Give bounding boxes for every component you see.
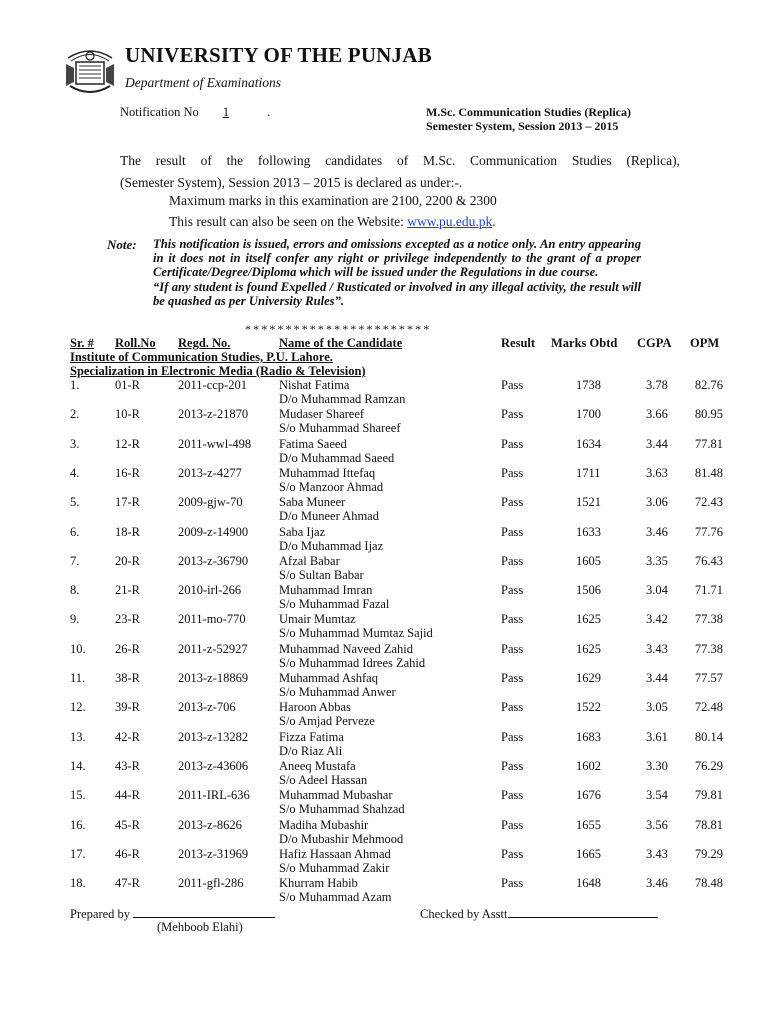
table-row <box>0 525 770 555</box>
page-title: UNIVERSITY OF THE PUNJAB <box>125 43 432 67</box>
row-cgpa: 3.43 <box>646 641 668 656</box>
row-opm: 77.81 <box>694 436 723 451</box>
table-row <box>0 407 770 437</box>
row-cgpa: 3.78 <box>646 378 668 392</box>
row-regd-no: 2011-gfl-286 <box>178 876 244 891</box>
row-candidate-name: Muhammad Ashfaq <box>279 671 378 685</box>
notification-label: Notification No <box>120 105 199 119</box>
row-regd-no: 2013-z-706 <box>178 700 236 715</box>
row-parent-name: S/o Muhammad Shareef <box>279 421 401 436</box>
table-row <box>0 788 770 818</box>
table-row <box>0 818 770 848</box>
website-link[interactable]: www.pu.edu.pk <box>407 214 493 229</box>
max-marks-text: Maximum marks in this examination are 2100, 2200 & 2300 <box>169 193 497 208</box>
row-result: Pass <box>501 700 524 715</box>
row-parent-name: S/o Muhammad Idrees Zahid <box>279 655 426 670</box>
table-row <box>0 495 770 525</box>
intro-line-2: (Semester System), Session 2013 – 2015 is declared as under:-. <box>120 175 463 190</box>
row-sr: 5. <box>70 495 80 510</box>
intro-paragraph <box>120 150 680 194</box>
row-result: Pass <box>501 436 524 451</box>
row-cgpa: 3.56 <box>646 817 668 832</box>
row-marks: 1700 <box>576 407 601 422</box>
row-cgpa: 3.54 <box>646 788 668 803</box>
department-name: Department of Examinations <box>125 75 281 90</box>
website-text: This result can also be seen on the Website: www.pu.edu.pk. <box>169 214 496 229</box>
row-result: Pass <box>501 846 524 861</box>
row-sr: 15. <box>70 788 86 803</box>
row-result: Pass <box>501 758 524 773</box>
row-regd-no: 2013-z-18869 <box>178 671 249 685</box>
row-cgpa: 3.06 <box>646 495 668 510</box>
row-cgpa: 3.46 <box>646 876 668 891</box>
row-marks: 1605 <box>576 553 601 568</box>
row-parent-name: S/o Muhammad Fazal <box>279 597 390 612</box>
row-opm: 76.29 <box>694 758 723 773</box>
prepared-by-name: (Mehboob Elahi) <box>157 920 243 934</box>
row-result: Pass <box>501 671 524 685</box>
table-row <box>0 847 770 877</box>
intro-line-1: The result of the following candidates of M.Sc. Communication Studies (Replica), <box>120 153 680 168</box>
row-candidate-name: Khurram Habib <box>279 876 358 891</box>
row-cgpa: 3.42 <box>646 612 668 627</box>
note-disclaimer: This notification is issued, errors and omissions excepted as a notice only. An entry appearing in it does not in itself confer any right or privilege independently to the grant of a proper Certificate/Degree/Diploma which will be issued under the Regulations in due course. <box>153 237 641 280</box>
row-regd-no: 2011-wwl-498 <box>178 436 252 451</box>
row-result: Pass <box>501 407 524 422</box>
row-sr: 2. <box>70 407 80 422</box>
university-crest-logo <box>62 42 118 100</box>
row-marks: 1648 <box>576 876 601 891</box>
prepared-by-signature-line <box>133 906 275 918</box>
row-result: Pass <box>501 378 524 392</box>
row-marks: 1629 <box>576 671 601 685</box>
row-roll-no: 17-R <box>115 495 140 510</box>
row-regd-no: 2013-z-21870 <box>178 407 249 422</box>
row-sr: 10. <box>70 641 86 656</box>
row-sr: 13. <box>70 729 86 744</box>
row-roll-no: 20-R <box>115 553 140 568</box>
row-parent-name: D/o Muneer Ahmad <box>279 509 379 524</box>
row-marks: 1625 <box>576 641 601 656</box>
row-opm: 81.48 <box>694 465 723 480</box>
row-candidate-name: Umair Mumtaz <box>279 612 356 627</box>
row-sr: 17. <box>70 846 86 861</box>
row-marks: 1711 <box>576 465 601 480</box>
row-regd-no: 2013-z-4277 <box>178 465 242 480</box>
row-parent-name: S/o Muhammad Mumtaz Sajid <box>279 626 433 641</box>
table-row <box>0 466 770 496</box>
row-sr: 11. <box>70 671 86 685</box>
row-cgpa: 3.30 <box>646 758 668 773</box>
note-text <box>153 237 641 308</box>
row-result: Pass <box>501 465 524 480</box>
row-regd-no: 2011-z-52927 <box>178 641 248 656</box>
col-header-name: Name of the Candidate <box>279 336 403 350</box>
row-marks: 1665 <box>576 846 601 861</box>
row-candidate-name: Fatima Saeed <box>279 436 347 451</box>
row-sr: 4. <box>70 465 80 480</box>
notification-number: Notification No 1 . <box>120 105 271 119</box>
row-candidate-name: Fizza Fatima <box>279 729 344 744</box>
row-roll-no: 21-R <box>115 583 140 598</box>
row-roll-no: 42-R <box>115 729 140 744</box>
table-row <box>0 437 770 467</box>
row-roll-no: 12-R <box>115 436 140 451</box>
row-regd-no: 2009-gjw-70 <box>178 495 243 510</box>
row-regd-no: 2013-z-36790 <box>178 553 249 568</box>
row-marks: 1633 <box>576 524 601 539</box>
row-roll-no: 18-R <box>115 524 140 539</box>
row-result: Pass <box>501 641 524 656</box>
row-regd-no: 2011-ccp-201 <box>178 378 247 392</box>
row-candidate-name: Saba Ijaz <box>279 524 326 539</box>
row-regd-no: 2010-irl-266 <box>178 583 242 598</box>
row-cgpa: 3.43 <box>646 846 668 861</box>
row-result: Pass <box>501 612 524 627</box>
row-result: Pass <box>501 817 524 832</box>
row-sr: 9. <box>70 612 80 627</box>
row-cgpa: 3.35 <box>646 553 668 568</box>
row-marks: 1522 <box>576 700 601 715</box>
checked-by-label: Checked by Asstt <box>420 907 508 921</box>
row-parent-name: D/o Muhammad Ijaz <box>279 538 384 553</box>
row-parent-name: S/o Adeel Hassan <box>279 772 368 787</box>
row-result: Pass <box>501 583 524 598</box>
row-cgpa: 3.44 <box>646 671 668 685</box>
row-opm: 77.38 <box>694 612 723 627</box>
row-regd-no: 2009-z-14900 <box>178 524 249 539</box>
row-candidate-name: Muhammad Naveed Zahid <box>279 641 413 656</box>
row-roll-no: 39-R <box>115 700 140 715</box>
row-roll-no: 47-R <box>115 876 140 891</box>
row-cgpa: 3.04 <box>646 583 668 598</box>
table-row <box>0 730 770 760</box>
row-sr: 1. <box>70 378 80 392</box>
checked-by-signature-line <box>508 906 658 918</box>
row-marks: 1521 <box>576 495 601 510</box>
row-sr: 7. <box>70 553 80 568</box>
row-marks: 1602 <box>576 758 601 773</box>
row-marks: 1655 <box>576 817 601 832</box>
separator-stars: *********************** <box>245 322 432 336</box>
row-parent-name: D/o Muhammad Saeed <box>279 450 395 465</box>
row-sr: 18. <box>70 876 86 891</box>
row-roll-no: 44-R <box>115 788 140 803</box>
row-candidate-name: Mudaser Shareef <box>279 407 365 422</box>
row-opm: 77.57 <box>694 671 723 685</box>
row-parent-name: S/o Muhammad Azam <box>279 890 392 905</box>
table-row <box>0 378 770 408</box>
row-marks: 1625 <box>576 612 601 627</box>
row-parent-name: D/o Muhammad Ramzan <box>279 392 406 406</box>
row-opm: 79.81 <box>694 788 723 803</box>
row-sr: 14. <box>70 758 86 773</box>
table-row <box>0 700 770 730</box>
row-cgpa: 3.05 <box>646 700 668 715</box>
program-session: Semester System, Session 2013 – 2015 <box>426 119 619 133</box>
row-opm: 71.71 <box>694 583 723 598</box>
row-sr: 6. <box>70 524 80 539</box>
table-row <box>0 642 770 672</box>
checked-by <box>420 906 658 922</box>
table-row <box>0 612 770 642</box>
row-marks: 1683 <box>576 729 601 744</box>
table-row <box>0 554 770 584</box>
col-header-regd: Regd. No. <box>178 336 231 350</box>
col-header-result: Result <box>501 336 536 350</box>
row-roll-no: 10-R <box>115 407 140 422</box>
row-roll-no: 38-R <box>115 671 140 685</box>
prepared-by-label: Prepared by <box>70 907 131 921</box>
row-result: Pass <box>501 524 524 539</box>
row-marks: 1634 <box>576 436 601 451</box>
row-regd-no: 2011-IRL-636 <box>178 788 250 803</box>
program-title: M.Sc. Communication Studies (Replica) <box>426 105 631 119</box>
row-result: Pass <box>501 729 524 744</box>
row-sr: 8. <box>70 583 80 598</box>
row-opm: 80.14 <box>694 729 723 744</box>
row-cgpa: 3.61 <box>646 729 668 744</box>
row-candidate-name: Aneeq Mustafa <box>279 758 356 773</box>
row-result: Pass <box>501 495 524 510</box>
row-parent-name: S/o Muhammad Shahzad <box>279 802 405 817</box>
specialization-name: Specialization in Electronic Media (Radio & Television) <box>70 364 366 378</box>
col-header-roll: Roll.No <box>115 336 156 350</box>
row-candidate-name: Saba Muneer <box>279 495 346 510</box>
note-quote: “If any student is found Expelled / Rusticated or involved in any illegal activity, the result will be quashed as per University Rules”. <box>153 279 641 308</box>
row-opm: 80.95 <box>694 407 723 422</box>
row-result: Pass <box>501 876 524 891</box>
row-cgpa: 3.46 <box>646 524 668 539</box>
row-candidate-name: Hafiz Hassaan Ahmad <box>279 846 391 861</box>
row-sr: 12. <box>70 700 86 715</box>
row-opm: 79.29 <box>694 846 723 861</box>
row-cgpa: 3.66 <box>646 407 668 422</box>
row-opm: 78.48 <box>694 876 723 891</box>
row-opm: 77.76 <box>694 524 723 539</box>
institute-name: Institute of Communication Studies, P.U. Lahore. <box>70 350 333 364</box>
row-candidate-name: Muhammad Imran <box>279 583 373 598</box>
row-candidate-name: Haroon Abbas <box>279 700 351 715</box>
row-regd-no: 2013-z-8626 <box>178 817 242 832</box>
row-regd-no: 2013-z-43606 <box>178 758 249 773</box>
row-roll-no: 01-R <box>115 378 140 392</box>
row-candidate-name: Nishat Fatima <box>279 378 350 392</box>
row-result: Pass <box>501 788 524 803</box>
row-cgpa: 3.63 <box>646 465 668 480</box>
row-candidate-name: Madiha Mubashir <box>279 817 369 832</box>
program-info <box>426 105 631 133</box>
row-opm: 82.76 <box>694 378 723 392</box>
row-roll-no: 26-R <box>115 641 140 656</box>
row-marks: 1506 <box>576 583 601 598</box>
col-header-marks: Marks Obtd <box>551 336 618 350</box>
row-candidate-name: Muhammad Ittefaq <box>279 465 376 480</box>
col-header-opm: OPM <box>690 336 720 350</box>
row-marks: 1676 <box>576 788 601 803</box>
col-header-sr: Sr. # <box>70 336 94 350</box>
row-parent-name: S/o Manzoor Ahmad <box>279 479 384 494</box>
row-parent-name: S/o Sultan Babar <box>279 567 364 582</box>
row-parent-name: S/o Muhammad Zakir <box>279 860 390 875</box>
row-sr: 16. <box>70 817 86 832</box>
row-roll-no: 46-R <box>115 846 140 861</box>
row-opm: 78.81 <box>694 817 723 832</box>
row-parent-name: D/o Mubashir Mehmood <box>279 831 404 846</box>
notification-number-value: 1 <box>222 105 230 119</box>
table-row <box>0 671 770 701</box>
table-row <box>0 759 770 789</box>
row-regd-no: 2011-mo-770 <box>178 612 246 627</box>
row-parent-name: S/o Muhammad Anwer <box>279 685 396 699</box>
row-sr: 3. <box>70 436 80 451</box>
row-regd-no: 2013-z-31969 <box>178 846 249 861</box>
row-marks: 1738 <box>576 378 601 392</box>
row-opm: 72.48 <box>694 700 723 715</box>
row-parent-name: S/o Amjad Perveze <box>279 714 375 729</box>
row-opm: 77.38 <box>694 641 723 656</box>
table-row <box>0 876 770 906</box>
row-roll-no: 45-R <box>115 817 140 832</box>
row-roll-no: 16-R <box>115 465 140 480</box>
table-row <box>0 583 770 613</box>
row-cgpa: 3.44 <box>646 436 668 451</box>
row-opm: 76.43 <box>694 553 723 568</box>
row-candidate-name: Afzal Babar <box>279 553 340 568</box>
col-header-cgpa: CGPA <box>637 336 672 350</box>
row-result: Pass <box>501 553 524 568</box>
note-label: Note: <box>107 237 137 252</box>
row-roll-no: 23-R <box>115 612 140 627</box>
row-candidate-name: Muhammad Mubashar <box>279 788 393 803</box>
row-parent-name: D/o Riaz Ali <box>279 743 343 758</box>
row-opm: 72.43 <box>694 495 723 510</box>
row-regd-no: 2013-z-13282 <box>178 729 249 744</box>
row-roll-no: 43-R <box>115 758 140 773</box>
